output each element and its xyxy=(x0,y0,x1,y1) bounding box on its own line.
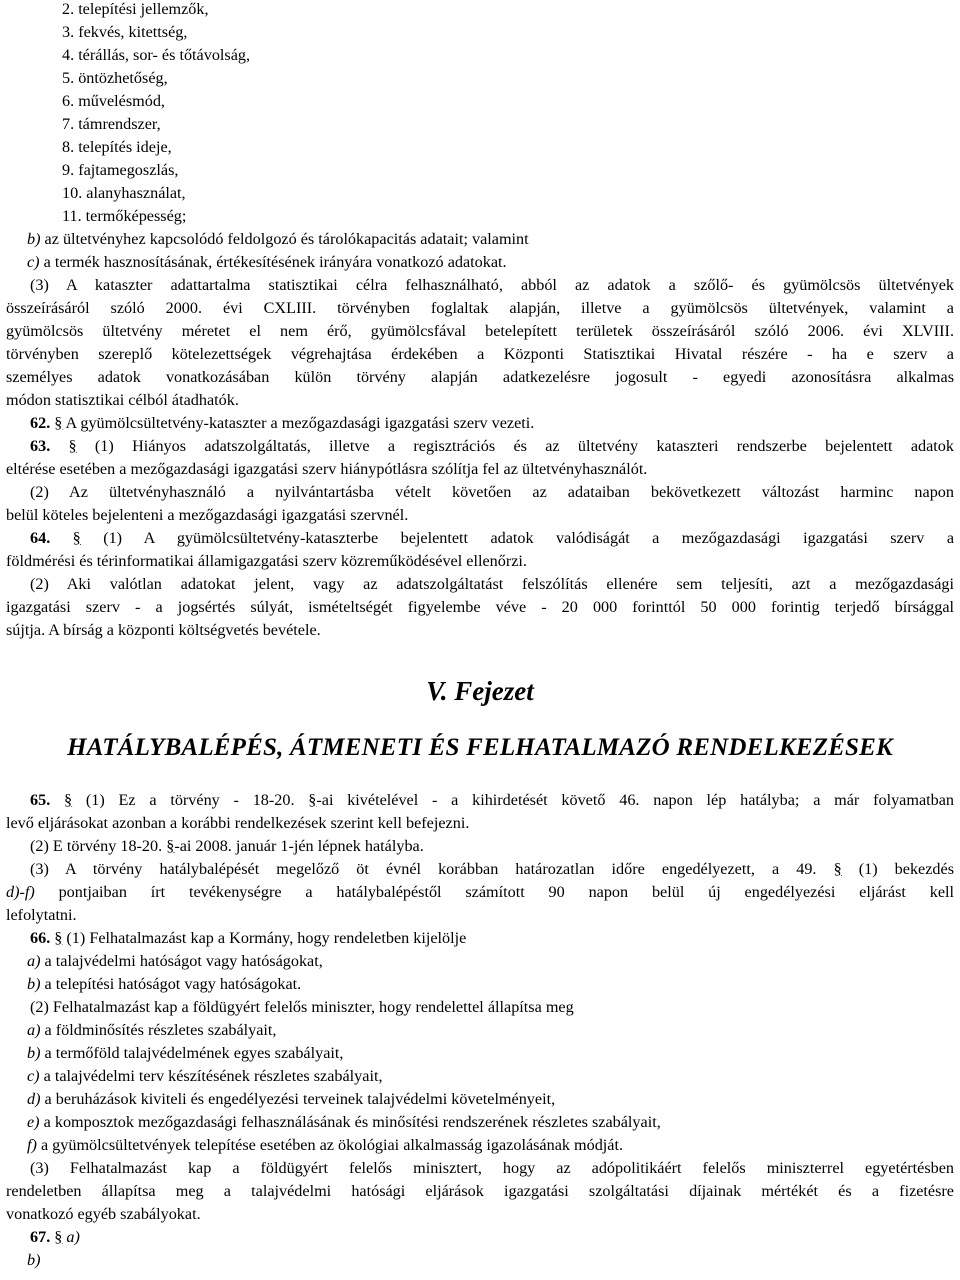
point-text: a földminősítés részletes szabályait, xyxy=(40,1021,277,1039)
paragraph-line: (3) A kataszter adattartalma statisztikai célra felhasználható, abból az adatok a szőlő- és gyümölcsös ültetvények xyxy=(30,276,954,294)
point-item xyxy=(27,1111,954,1134)
point-mark: e) xyxy=(27,1113,40,1131)
paragraph-line: (2) Aki valótlan adatokat jelent, vagy az adatszolgáltatást felszólítás ellenére sem teljesíti, azt a mezőgazdasági xyxy=(30,575,954,593)
paragraph-line: eltérése esetében a mezőgazdasági igazgatási szerv hiánypótlásra szólítja fel az ültetvényhasználót. xyxy=(6,460,648,478)
section-sign: § xyxy=(64,791,73,809)
section-sign: § xyxy=(54,414,63,432)
section-sign: § xyxy=(68,437,77,455)
point-item xyxy=(27,1019,954,1042)
point-text: a gyümölcsültetvények telepítése esetében az ökológiai alkalmasság igazolásának módját. xyxy=(36,1136,624,1154)
paragraph-line: lefolytatni. xyxy=(6,906,77,924)
list-item: 3. fekvés, kitettség, xyxy=(62,23,188,41)
list-item: 6. művelésmód, xyxy=(62,92,165,110)
paragraph-line: gyümölcsös ültetvény méretet el nem érő, gyümölcsfával betelepített területek összeírásáról szóló 2006. évi XLVIII. xyxy=(6,322,954,340)
point-b xyxy=(27,228,954,251)
section-text: (1) Felhatalmazást kap a Kormány, hogy rendeletben kijelölje xyxy=(62,929,467,947)
point-mark: b) xyxy=(27,1044,41,1062)
point-text: a komposztok mezőgazdasági felhasználásának és minősítési rendszerének részletes szabályait, xyxy=(39,1113,661,1131)
list-item: 7. támrendszer, xyxy=(62,115,161,133)
point-mark: b) xyxy=(27,1251,41,1269)
section-number: 62. xyxy=(30,414,51,432)
section-number: 65. xyxy=(30,791,51,809)
section-64 xyxy=(30,527,954,550)
point-text: a telepítési hatóságot vagy hatóságokat. xyxy=(40,975,302,993)
paragraph-text: -ai 2008. január 1-jén lépnek hatályba. xyxy=(174,837,424,855)
section-text: (1) Ez a törvény - 18-20. xyxy=(72,791,309,809)
point-item xyxy=(27,1134,954,1157)
paragraph-line: rendeletben állapítsa meg a talajvédelmi hatósági eljárások igazgatási szolgáltatási díjainak mértékét és a fizetésre xyxy=(6,1182,954,1200)
point-item xyxy=(27,1088,954,1111)
paragraph-text: pontjaiban írt tevékenységre a hatálybalépéstől számított 90 napon belül új engedélyezési eljárást kell xyxy=(34,883,954,901)
section-text: (1) A gyümölcsültetvény-kataszterbe bejelentett adatok valódiságát a mezőgazdasági igazgatási szerv a xyxy=(80,529,954,547)
section-number: 63. xyxy=(30,437,51,455)
paragraph-line: földmérési és térinformatikai államigazgatási szerv közreműködésével ellenőrzi. xyxy=(6,552,527,570)
point-mark: c) xyxy=(27,1067,40,1085)
point-item xyxy=(27,1249,954,1272)
paragraph-text: (2) E törvény 18-20. xyxy=(30,837,167,855)
chapter-title: HATÁLYBALÉPÉS, ÁTMENETI ÉS FELHATALMAZÓ RENDELKEZÉSEK xyxy=(67,734,893,761)
point-item xyxy=(27,950,954,973)
point-mark: b) xyxy=(27,230,41,248)
point-c xyxy=(27,251,954,274)
section-65 xyxy=(30,789,954,812)
section-sign: § xyxy=(308,791,317,809)
point-mark: c) xyxy=(27,253,40,271)
paragraph-line: (2) Az ültetvényhasználó a nyilvántartásba vételt követően az adataiban bekövetkezett változást harminc napon xyxy=(30,483,954,501)
paragraph-line: levő eljárásokat azonban a korábbi rendelkezések szerint kell befejezni. xyxy=(6,814,470,832)
section-66 xyxy=(30,927,954,950)
point-text: a termék hasznosításának, értékesítésének irányára vonatkozó adatokat. xyxy=(39,253,507,271)
list-item: 9. fajtamegoszlás, xyxy=(62,161,179,179)
point-mark: a) xyxy=(66,1228,80,1246)
paragraph-text: (1) bekezdés xyxy=(841,860,954,878)
list-item: 10. alanyhasználat, xyxy=(62,184,186,202)
section-sign: § xyxy=(833,860,842,878)
list-item: 8. telepítés ideje, xyxy=(62,138,172,156)
section-67 xyxy=(30,1226,954,1249)
paragraph-line: sújtja. A bírság a központi költségvetés bevétele. xyxy=(6,621,321,639)
paragraph-line: személyes adatok vonatkozásában külön törvény alapján adatkezelésre jogosult - egyedi azonosításra alkalmas xyxy=(6,368,954,386)
point-text: a beruházások kiviteli és engedélyezési terveinek talajvédelmi követelményeit, xyxy=(40,1090,556,1108)
paragraph-line: (2) Felhatalmazást kap a földügyért felelős miniszter, hogy rendelettel állapítsa meg xyxy=(30,998,574,1016)
point-item xyxy=(27,1042,954,1065)
paragraph-line: vonatkozó egyéb szabályokat. xyxy=(6,1205,201,1223)
paragraph-line xyxy=(6,881,954,904)
paragraph-line: (3) Felhatalmazást kap a földügyért felelős minisztert, hogy az adópolitikáért felelős miniszterrel egyetértésben xyxy=(30,1159,954,1177)
paragraph-line xyxy=(30,835,954,858)
section-63 xyxy=(30,435,954,458)
paragraph-text: (3) A törvény hatálybalépését megelőző öt évnél korábban határozatlan időre engedélyezett, a 49. xyxy=(30,860,834,878)
paragraph-line: belül köteles bejelenteni a mezőgazdasági igazgatási szervnél. xyxy=(6,506,409,524)
point-item xyxy=(27,1065,954,1088)
paragraph-line: összeírásáról szóló 2000. évi CXLIII. törvényben foglaltak alapján, illetve a gyümölcsös ültetvények, valamint a xyxy=(6,299,954,317)
point-mark: f) xyxy=(27,1136,37,1154)
point-text: a talajvédelmi hatóságot vagy hatóságokat, xyxy=(40,952,323,970)
point-mark: d) xyxy=(27,1090,41,1108)
section-sign: § xyxy=(166,837,175,855)
point-mark: b) xyxy=(27,975,41,993)
point-text: a termőföld talajvédelmének egyes szabályait, xyxy=(40,1044,344,1062)
list-item: 11. termőképesség; xyxy=(62,207,187,225)
section-number: 64. xyxy=(30,529,51,547)
section-sign: § xyxy=(54,1228,63,1246)
section-text: A gyümölcsültetvény-kataszter a mezőgazdasági igazgatási szerv vezeti. xyxy=(62,414,535,432)
section-sign: § xyxy=(54,929,63,947)
section-number: 66. xyxy=(30,929,51,947)
point-text: az ültetvényhez kapcsolódó feldolgozó és tárolókapacitás adatait; valamint xyxy=(40,230,529,248)
point-mark: a) xyxy=(27,1021,41,1039)
list-item: 2. telepítési jellemzők, xyxy=(62,0,209,18)
paragraph-line: igazgatási szerv - a jogsértés súlyát, ismételtségét figyelembe véve - 20 000 forinttól 50 000 forintig terjedő bírsággal xyxy=(6,598,954,616)
section-text: (1) Hiányos adatszolgáltatás, illetve a regisztrációs és az ültetvény kataszteri rendszerbe bejelentett adatok xyxy=(76,437,954,455)
section-text: -ai kivételével - a kihirdetését követő 46. napon lép hatályba; a már folyamatban xyxy=(316,791,954,809)
point-text: a talajvédelmi terv készítésének részletes szabályait, xyxy=(39,1067,383,1085)
list-item: 5. öntözhetőség, xyxy=(62,69,168,87)
section-number: 67. xyxy=(30,1228,51,1246)
point-mark: d)-f) xyxy=(6,883,35,901)
point-mark: a) xyxy=(27,952,41,970)
list-item: 4. térállás, sor- és tőtávolság, xyxy=(62,46,251,64)
paragraph-line: törvényben szereplő kötelezettségek végrehajtása érdekében a Központi Statisztikai Hivatal részére - ha e szerv a xyxy=(6,345,954,363)
chapter-heading: V. Fejezet xyxy=(426,676,534,706)
point-item xyxy=(27,973,954,996)
section-sign: § xyxy=(72,529,81,547)
paragraph-line xyxy=(30,858,954,881)
paragraph-line: módon statisztikai célból átadhatók. xyxy=(6,391,239,409)
section-62 xyxy=(30,412,954,435)
